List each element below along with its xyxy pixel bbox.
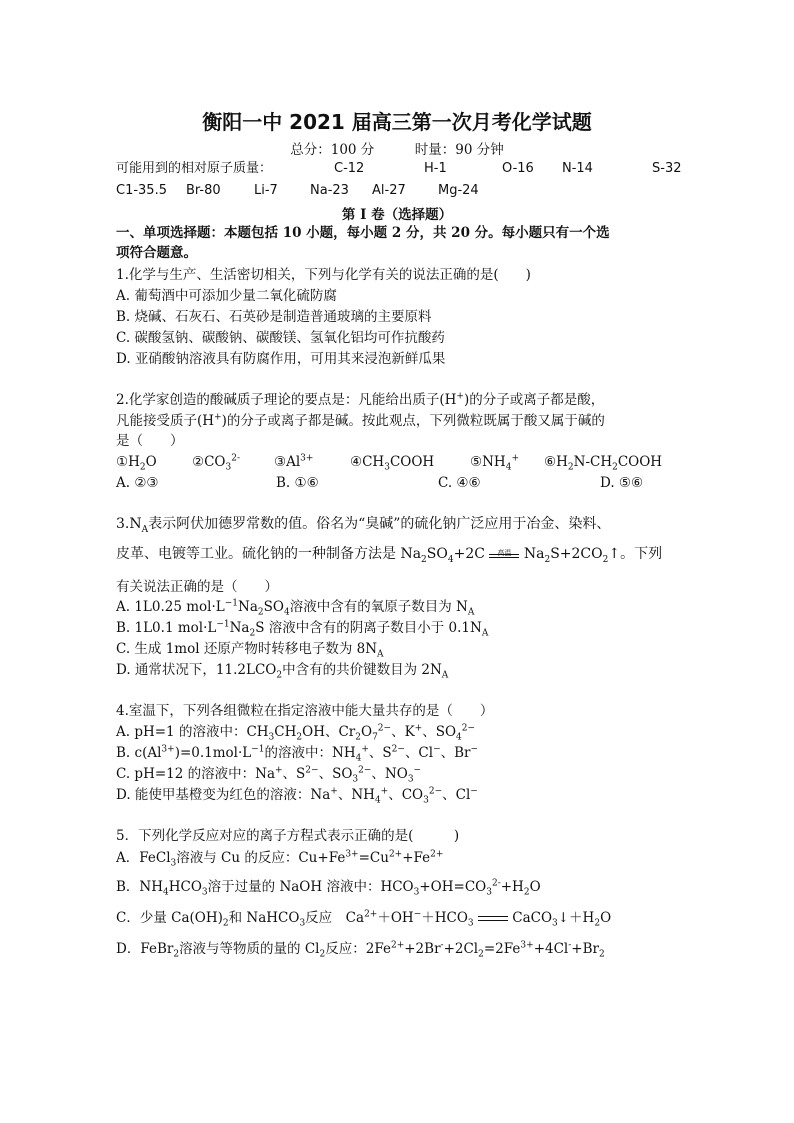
exam-title: 衡阳一中 2021 届高三第一次月考化学试题	[202, 110, 592, 134]
text-run: 、K	[391, 724, 415, 740]
text-run: ②CO	[192, 454, 226, 470]
subscript: 2	[296, 732, 303, 743]
score-time-line: 总分：100 分 时量：90 分钟	[290, 142, 504, 158]
text-run: CH	[274, 724, 297, 740]
superscript: 3+	[161, 744, 175, 755]
text-run: 反应 Ca	[305, 910, 365, 926]
text-run: S+2CO	[550, 546, 603, 562]
subscript: 4	[456, 732, 462, 743]
text-run: 和 NaHCO	[228, 910, 300, 926]
subscript: 3	[552, 918, 558, 929]
superscript: 2+	[390, 940, 405, 951]
text-run: A. pH=1 的溶液中：CH	[116, 724, 269, 740]
text-run: C．少量 Ca(OH)	[116, 910, 223, 926]
text-run: D．FeBr	[116, 941, 174, 957]
text-run: COOH	[617, 454, 663, 470]
text-run: C. 生成 1mol 还原产物时转移电子数为 8N	[116, 641, 378, 657]
text-run: Na	[238, 599, 258, 615]
subscript: A	[441, 670, 449, 681]
q2-stem-line2	[116, 412, 605, 430]
text-run: =2Fe	[483, 941, 521, 957]
superscript: −	[433, 744, 441, 755]
subscript: 3	[467, 918, 474, 929]
superscript: −1	[251, 744, 265, 755]
superscript: -	[568, 940, 572, 951]
text-run: +2Cl	[443, 941, 479, 957]
q1-option-b: B. 烧碱、石灰石、石英砂是制造普通玻璃的主要原料	[116, 309, 432, 325]
subscript: 7	[372, 732, 378, 743]
q2-text: )的分子或离子都是酸，	[463, 392, 605, 408]
superscript: −	[413, 765, 422, 776]
subscript: 4	[355, 753, 362, 764]
q2-option-b: B. ①⑥	[276, 475, 319, 491]
text-run: ①H	[116, 454, 140, 470]
subscript: 4	[283, 607, 290, 618]
atomic-mass-c: C-12	[334, 161, 365, 176]
text-run: ⑤NH	[470, 454, 506, 470]
text-run: ④CH	[350, 454, 385, 470]
text-run: 、SO	[422, 724, 457, 740]
high-temp-condition-sign	[489, 547, 519, 561]
instruction-line1: 一、单项选择题：本题包括 10 小题，每小题 2 分，共 20 分。每小题只有一个选	[116, 225, 610, 241]
text-run: 3.N	[116, 516, 142, 532]
subscript: 2	[257, 607, 264, 618]
q2-species-1	[116, 453, 157, 471]
text-run: O	[529, 879, 541, 895]
superscript: 2−	[461, 723, 476, 734]
q3-option-d	[116, 661, 448, 679]
subscript: 2	[249, 628, 256, 639]
text-run: D. 通常状况下，11.2LCO	[116, 662, 277, 678]
superscript: 2−	[358, 765, 372, 776]
superscript: 3+	[300, 453, 314, 464]
q2-option-a: A. ②③	[116, 475, 159, 491]
text-run: O	[145, 454, 157, 470]
text-run: ↑。下列	[608, 546, 663, 562]
text-run: ↓＋H	[557, 910, 595, 926]
text-run: CaCO	[512, 910, 553, 926]
subscript: A	[377, 649, 384, 660]
q2-species-6	[544, 453, 662, 471]
q5-stem: 5．下列化学反应对应的离子方程式表示正确的是( )	[116, 828, 460, 844]
text-run: =Cu	[358, 850, 389, 866]
text-run: COOH	[389, 454, 435, 470]
atomic-mass-h: H-1	[424, 161, 447, 176]
text-run: +H	[500, 879, 524, 895]
q2-species-4	[350, 453, 434, 471]
atomic-mass-mg: Mg-24	[438, 183, 479, 198]
text-run: A．FeCl	[116, 850, 171, 866]
subscript: 3	[423, 795, 429, 806]
q2-sup: +	[214, 412, 222, 423]
superscript: −1	[216, 619, 230, 630]
atomic-mass-na: Na-23	[310, 183, 349, 198]
subscript: 3	[201, 887, 208, 898]
text-run: +Fe	[402, 850, 431, 866]
subscript: 2	[602, 554, 609, 565]
superscript: 2−	[391, 744, 405, 755]
subscript: 2	[594, 918, 601, 929]
q3-stem-line2	[116, 545, 662, 563]
q2-option-d: D. ⑤⑥	[600, 475, 644, 491]
atomic-mass-cl: C1-35.5	[116, 183, 167, 198]
superscript: +	[361, 744, 369, 755]
subscript: 2	[567, 462, 574, 473]
q2-text: )的分子或离子都是碱。按此观点，下列微粒既属于酸又属于碱的	[221, 413, 605, 429]
q2-stem-line3: 是（ ）	[116, 433, 184, 449]
text-run: 溶于过量的 NaOH 溶液中：HCO	[207, 879, 414, 895]
subscript: 4	[163, 887, 169, 898]
text-run: 的溶液中：NH	[264, 745, 356, 761]
superscript: 2+	[364, 909, 378, 920]
atomic-masses-line2	[116, 182, 676, 200]
text-run: SO	[263, 599, 284, 615]
atomic-mass-n: N-14	[562, 161, 593, 176]
subscript: 4	[447, 554, 454, 565]
atomic-masses-line1	[116, 160, 686, 178]
subscript: 3	[225, 462, 232, 473]
text-run: 、SO	[318, 766, 353, 782]
q2-species-5	[470, 453, 519, 471]
text-run: ⑥H	[544, 454, 568, 470]
superscript: −	[470, 786, 478, 797]
text-run: ＋OH	[377, 910, 414, 926]
subscript: 3	[486, 887, 492, 898]
subscript: 3	[299, 918, 306, 929]
subscript: 2	[421, 554, 427, 565]
text-run: S 溶液中含有的阴离子数目小于 0.1N	[255, 620, 482, 636]
text-run: 、Cl	[442, 787, 471, 803]
q2-species-2	[192, 453, 240, 471]
text-run: 、Br	[440, 745, 471, 761]
superscript: 3+	[345, 849, 359, 860]
subscript: 2	[222, 918, 229, 929]
text-run: 中含有的共价键数目为 2N	[282, 662, 442, 678]
text-run: 溶液与等物质的量的 Cl	[179, 941, 320, 957]
q3-stem-line1	[116, 515, 610, 533]
text-run: HCO	[168, 879, 202, 895]
text-run: O	[600, 910, 612, 926]
atomic-mass-al: Al-27	[372, 183, 406, 198]
superscript: 2−	[377, 723, 392, 734]
subscript: 4	[505, 462, 512, 473]
q4-option-b	[116, 744, 478, 762]
superscript: 3+	[520, 940, 534, 951]
text-run: B. 1L0.1 mol·L	[116, 620, 217, 636]
text-run: C. pH=12 的溶液中：Na	[116, 766, 275, 782]
superscript: 2-	[491, 878, 501, 889]
text-run: +Br	[571, 941, 599, 957]
atomic-mass-o: O-16	[502, 161, 534, 176]
subscript: 4	[374, 795, 381, 806]
subscript: 2	[319, 949, 326, 960]
superscript: +	[330, 786, 338, 797]
subscript: 3	[413, 887, 420, 898]
text-run: Na	[229, 620, 250, 636]
text-run: O	[360, 724, 373, 740]
text-run: )=0.1mol·L	[174, 745, 252, 761]
subscript: A	[481, 628, 489, 639]
q4-option-c	[116, 765, 421, 783]
superscript: 2-	[231, 453, 241, 464]
q4-option-d	[116, 786, 478, 804]
text-run: 、NH	[337, 787, 375, 803]
subscript: 2	[612, 462, 618, 473]
text-run: 表示阿伏加德罗常数的值。俗名为“臭碱”的硫化钠广泛应用于冶金、染料、	[148, 516, 611, 532]
q3-option-a	[116, 598, 474, 616]
text-run: +2C	[453, 546, 485, 562]
text-run: D. 能使甲基橙变为红色的溶液：Na	[116, 787, 331, 803]
q4-stem: 4.室温下，下列各组微粒在指定溶液中能大量共存的是（ ）	[116, 703, 494, 719]
subscript: 2	[139, 462, 146, 473]
superscript: 2−	[428, 786, 443, 797]
superscript: −	[470, 744, 479, 755]
superscript: +	[275, 765, 283, 776]
q2-text: 2.化学家创造的酸碱质子理论的要点是：凡能给出质子(H	[116, 392, 457, 408]
atomic-mass-li: Li-7	[254, 183, 278, 198]
text-run: +OH	[419, 879, 454, 895]
q2-option-c: C. ④⑥	[438, 475, 481, 491]
superscript: 2+	[388, 849, 403, 860]
subscript: 3	[352, 774, 359, 785]
q2-sup: +	[456, 391, 464, 402]
text-run: 、CO	[388, 787, 424, 803]
text-run: 溶液与 Cu 的反应：Cu+Fe	[176, 850, 346, 866]
text-run: SO	[426, 546, 448, 562]
q2-text: 凡能接受质子(H	[116, 413, 215, 429]
superscript: +	[380, 786, 389, 797]
superscript: 2−	[305, 765, 319, 776]
text-run: +4Cl	[533, 941, 569, 957]
q4-option-a	[116, 723, 475, 741]
text-run: A. 1L0.25 mol·L	[116, 599, 225, 615]
superscript: -	[440, 940, 444, 951]
q1-option-d: D. 亚硝酸钠溶液具有防腐作用，可用其来浸泡新鲜瓜果	[116, 351, 446, 367]
text-run: ＋HCO	[421, 910, 468, 926]
subscript: 3	[170, 858, 177, 869]
subscript: A	[467, 607, 475, 618]
text-run: =CO	[453, 879, 487, 895]
q5-option-c	[116, 909, 611, 927]
q5-option-b	[116, 878, 541, 896]
subscript: 2	[478, 949, 484, 960]
instruction-line2: 项符合题意。	[116, 245, 197, 261]
atomic-mass-br: Br-80	[186, 183, 221, 198]
superscript: −	[413, 909, 422, 920]
text-run: 高温	[497, 549, 512, 557]
q3-option-b	[116, 619, 488, 637]
subscript: 2	[544, 554, 551, 565]
subscript: 2	[355, 732, 361, 743]
subscript: 2	[276, 670, 283, 681]
q3-stem-line3: 有关说法正确的是（ ）	[116, 579, 278, 595]
text-run: 反应：2Fe	[325, 941, 391, 957]
text-run: 、S	[368, 745, 392, 761]
text-run: 、Cl	[404, 745, 434, 761]
text-run: Na	[523, 546, 545, 562]
superscript: −1	[224, 598, 239, 609]
q5-option-d	[116, 940, 605, 958]
subscript: 3	[384, 462, 390, 473]
text-run: B. c(Al	[116, 745, 162, 761]
superscript: +	[511, 453, 519, 464]
q1-option-c: C. 碳酸氢钠、碳酸钠、碳酸镁、氢氧化铝均可作抗酸药	[116, 330, 445, 346]
q1-option-a: A. 葡萄酒中可添加少量二氧化硫防腐	[116, 288, 337, 304]
equals-sign	[478, 914, 508, 924]
atomic-mass-s: S-32	[652, 161, 682, 176]
text-run: 、NO	[371, 766, 408, 782]
text-run: OH、Cr	[302, 724, 356, 740]
text-run: 、S	[282, 766, 306, 782]
superscript: 2+	[430, 849, 444, 860]
subscript: 3	[407, 774, 414, 785]
text-run: B．NH	[116, 879, 164, 895]
text-run: 皮革、电镀等工业。硫化钠的一种制备方法是 Na	[116, 546, 422, 562]
q1-stem: 1.化学与生产、生活密切相关，下列与化学有关的说法正确的是( )	[116, 267, 531, 283]
atomic-mass-intro: 可能用到的相对原子质量：	[116, 161, 273, 176]
subscript: A	[141, 524, 149, 535]
section-title: 第 I 卷（选择题）	[341, 207, 453, 223]
q2-stem-line1	[116, 391, 604, 409]
q3-option-c	[116, 640, 384, 658]
subscript: 3	[268, 732, 275, 743]
text-run: N-CH	[573, 454, 613, 470]
subscript: 2	[523, 887, 530, 898]
text-run: ③Al	[274, 454, 301, 470]
q2-species-3	[274, 453, 313, 471]
text-run: 溶液中含有的氧原子数目为 N	[289, 599, 468, 615]
superscript: +	[414, 723, 423, 734]
subscript: 2	[173, 949, 180, 960]
q5-option-a	[116, 849, 443, 867]
subscript: 2	[598, 949, 605, 960]
text-run: +2Br	[404, 941, 441, 957]
